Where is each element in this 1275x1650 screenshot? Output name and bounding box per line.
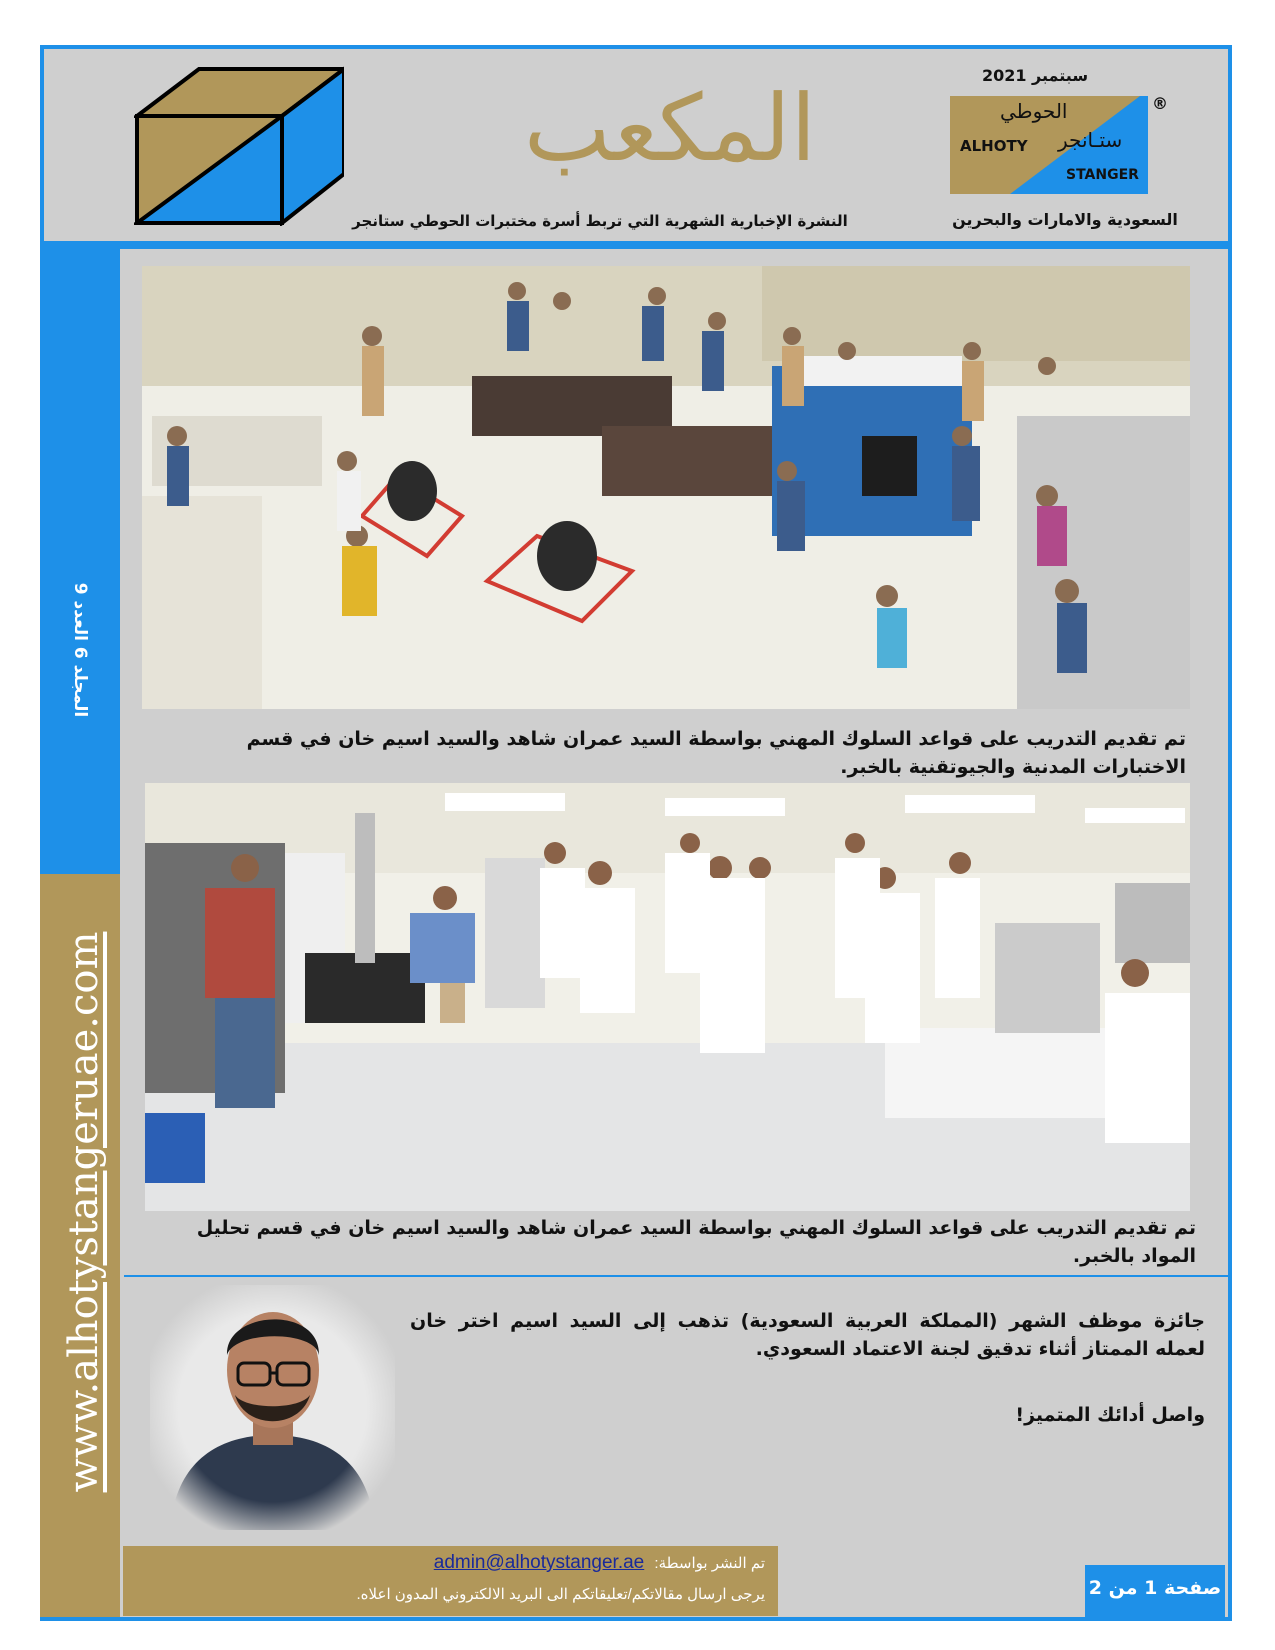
photo-caption-2: تم تقديم التدريب على قواعد السلوك المهني بواسطة السيد عمران شاهد والسيد اسيم خان في قسم تحليل المواد بالخبر. bbox=[196, 1217, 1196, 1267]
training-photo-materials-lab bbox=[145, 783, 1190, 1211]
volume-issue: المجلد 6 العدد 9 bbox=[70, 582, 90, 718]
contact-email-link[interactable]: admin@alhotystanger.ae bbox=[433, 1552, 645, 1573]
header-divider bbox=[40, 241, 1232, 249]
cube-logo-icon bbox=[134, 66, 344, 226]
logo-english-name: ALHOTY bbox=[960, 137, 1028, 155]
footer-published-line bbox=[130, 1552, 765, 1574]
footer-note: يرجى ارسال مقالاتكم/تعليقاتكم الى البريد الالكتروني المدون اعلاه. bbox=[356, 1586, 765, 1603]
section-divider bbox=[124, 1275, 1228, 1277]
newsletter-subtitle: النشرة الإخبارية الشهرية التي تربط أسرة مختبرات الحوطي ستانجر bbox=[352, 212, 848, 230]
employee-portrait bbox=[150, 1285, 395, 1530]
sidebar-blue-stripe bbox=[40, 249, 120, 874]
training-photo-civil-lab bbox=[142, 266, 1190, 709]
region-text: السعودية والامارات والبحرين bbox=[952, 210, 1178, 229]
newsletter-title: المكعب bbox=[523, 75, 817, 182]
page-number: صفحة 1 من 2 bbox=[1088, 1577, 1222, 1599]
issue-date: سبتمبر 2021 bbox=[981, 66, 1089, 85]
website-link[interactable]: www.alhotystangeruae.com bbox=[61, 931, 107, 1493]
employee-of-month-text: جائزة موظف الشهر (المملكة العربية السعودية) تذهب إلى السيد اسيم اختر خان لعمله الممتاز أثناء تدقيق لجنة الاعتماد السعودي. bbox=[410, 1310, 1205, 1360]
award-closing: واصل أدائك المتميز! bbox=[1015, 1404, 1205, 1426]
logo-arabic-name-2: ستـانجر bbox=[1058, 128, 1123, 152]
published-by-label: تم النشر بواسطة: bbox=[654, 1555, 765, 1572]
logo-english-name-2: STANGER bbox=[1066, 167, 1139, 183]
photo-caption-1: تم تقديم التدريب على قواعد السلوك المهني بواسطة السيد عمران شاهد والسيد اسيم خان في قسم الاختبارات المدنية والجيوتقنية بالخبر. bbox=[246, 728, 1186, 778]
registered-mark: ® bbox=[1152, 94, 1168, 113]
logo-arabic-name: الحوطي bbox=[1000, 99, 1068, 123]
